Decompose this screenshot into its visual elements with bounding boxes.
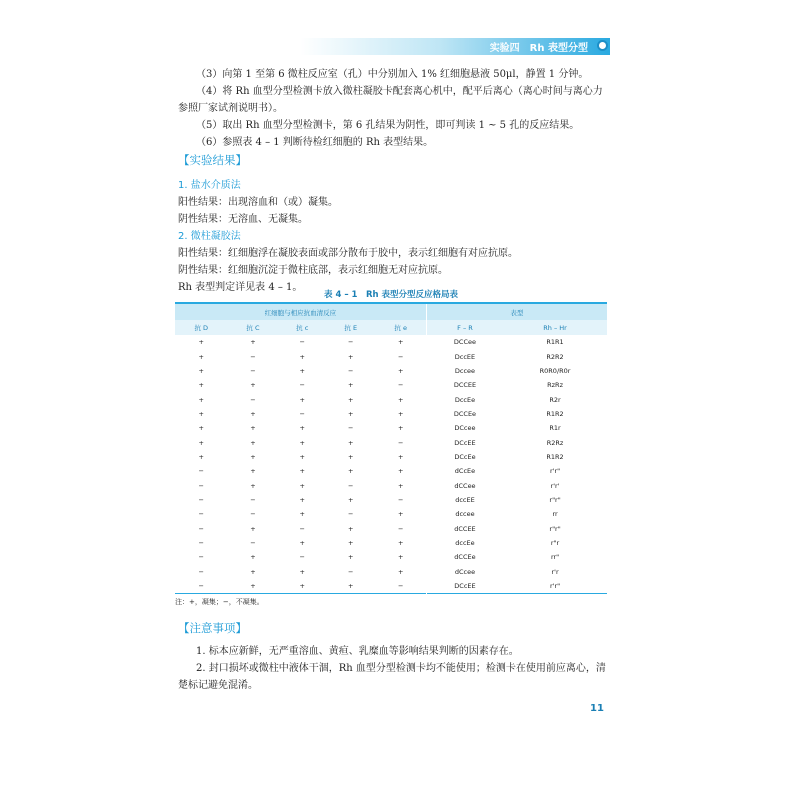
table-cell: r"r" <box>503 521 607 535</box>
circle-bullet-icon <box>597 40 608 51</box>
table-reference: Rh 表型判定详见表 4 – 1。 <box>178 282 303 293</box>
table-cell: + <box>376 536 427 550</box>
table-cell: + <box>278 450 326 464</box>
table-cell: r'r" <box>503 464 607 478</box>
results-heading: 【实验结果】 <box>178 153 247 167</box>
table-cell: r"r" <box>503 493 607 507</box>
table-cell: + <box>376 478 427 492</box>
table-cell: dCCee <box>426 478 503 492</box>
table-cell: − <box>376 579 427 594</box>
table-cell: + <box>376 450 427 464</box>
table-cell: − <box>326 478 375 492</box>
precaution-1: 1. 标本应新鲜，无严重溶血、黄疸、乳糜血等影响结果判断的因素存在。 <box>196 646 519 657</box>
table-cell: − <box>227 493 278 507</box>
table-cell: − <box>278 335 326 349</box>
table-cell: + <box>278 565 326 579</box>
table-row <box>175 392 607 406</box>
table-cell: − <box>175 478 227 492</box>
table-cell: + <box>376 364 427 378</box>
table-cell: + <box>278 464 326 478</box>
table-cell: − <box>227 349 278 363</box>
reaction-table <box>175 302 607 594</box>
table-cell: RzRz <box>503 378 607 392</box>
column-header: 抗 D <box>175 320 227 335</box>
method1-negative: 阴性结果：无溶血、无凝集。 <box>178 214 308 225</box>
table-cell: r"r <box>503 536 607 550</box>
table-cell: + <box>376 421 427 435</box>
table-cell: + <box>278 507 326 521</box>
table-cell: R1R2 <box>503 407 607 421</box>
table-cell: DccEE <box>426 349 503 363</box>
table-cell: + <box>376 335 427 349</box>
table-row <box>175 450 607 464</box>
table-cell: + <box>326 521 375 535</box>
table-row <box>175 335 607 349</box>
table-cell: + <box>278 392 326 406</box>
table-cell: r'r <box>503 565 607 579</box>
table-caption: 表 4 – 1 Rh 表型分型反应格局表 <box>323 290 458 300</box>
table-cell: + <box>278 493 326 507</box>
precaution-2: 2. 封口损坏或微柱中液体干涸，Rh 血型分型检测卡均不能使用；检测卡在使用前应离心，清楚标记避免混淆。 <box>178 663 606 691</box>
table-cell: R1R1 <box>503 335 607 349</box>
table-cell: R2r <box>503 392 607 406</box>
step-4: （4）将 Rh 血型分型检测卡放入微柱凝胶卡配套离心机中，配平后离心（离心时间与离心力参照厂家试剂说明书）。 <box>178 86 603 114</box>
table-note: 注：+，凝集；−，不凝集。 <box>175 598 264 607</box>
table-cell: + <box>278 435 326 449</box>
table-cell: dccEE <box>426 493 503 507</box>
table-cell: DCCEE <box>426 378 503 392</box>
table-cell: + <box>175 392 227 406</box>
column-header: 抗 c <box>278 320 326 335</box>
results-section <box>178 152 608 296</box>
table-cell: rr" <box>503 550 607 564</box>
table-cell: + <box>326 493 375 507</box>
table-cell: + <box>175 421 227 435</box>
table-cell: + <box>326 378 375 392</box>
table-cell: + <box>227 407 278 421</box>
table-cell: − <box>376 493 427 507</box>
column-header-row <box>175 320 607 335</box>
table-cell: + <box>175 435 227 449</box>
table-cell: r'r" <box>503 579 607 594</box>
method1-title: 1. 盐水介质法 <box>178 180 241 191</box>
table-cell: + <box>376 507 427 521</box>
table-cell: Dccee <box>426 364 503 378</box>
table-row <box>175 464 607 478</box>
table-cell: + <box>326 435 375 449</box>
table-cell: − <box>175 579 227 594</box>
table-cell: − <box>227 507 278 521</box>
table-cell: R1r <box>503 421 607 435</box>
table-row <box>175 478 607 492</box>
table-cell: − <box>326 364 375 378</box>
table-body <box>175 335 607 594</box>
table-cell: + <box>175 335 227 349</box>
table-cell: + <box>326 392 375 406</box>
table-cell: − <box>175 536 227 550</box>
table-row <box>175 521 607 535</box>
table-cell: + <box>175 364 227 378</box>
step-3: （3）向第 1 至第 6 微柱反应室（孔）中分别加入 1% 红细胞悬液 50μl，静置 1 分钟。 <box>196 69 589 80</box>
table-cell: − <box>175 507 227 521</box>
column-header: 抗 e <box>376 320 427 335</box>
table-row <box>175 550 607 564</box>
table-cell: + <box>227 421 278 435</box>
column-header: 抗 E <box>326 320 375 335</box>
table-row <box>175 579 607 594</box>
table-cell: − <box>376 435 427 449</box>
table-cell: rr <box>503 507 607 521</box>
table-cell: − <box>326 421 375 435</box>
table-cell: − <box>278 521 326 535</box>
table-cell: − <box>278 407 326 421</box>
table-cell: + <box>227 464 278 478</box>
table-row <box>175 507 607 521</box>
table-cell: + <box>326 579 375 594</box>
table-cell: + <box>227 478 278 492</box>
rh-phenotype-table <box>175 288 607 607</box>
table-cell: DCCEe <box>426 407 503 421</box>
step-5: （5）取出 Rh 血型分型检测卡，第 6 孔结果为阴性，即可判读 1 ~ 5 孔的反应结果。 <box>196 120 580 131</box>
table-cell: + <box>326 536 375 550</box>
table-cell: + <box>376 550 427 564</box>
table-cell: − <box>175 464 227 478</box>
group-header-reactions: 红细胞与相应抗血清反应 <box>175 303 426 320</box>
table-cell: + <box>278 349 326 363</box>
table-cell: − <box>278 378 326 392</box>
method2-title: 2. 微柱凝胶法 <box>178 231 241 242</box>
table-row <box>175 435 607 449</box>
table-cell: + <box>278 364 326 378</box>
table-cell: + <box>227 450 278 464</box>
table-cell: dCcee <box>426 565 503 579</box>
table-cell: + <box>376 392 427 406</box>
page-number: 11 <box>590 703 604 714</box>
table-cell: + <box>175 349 227 363</box>
table-cell: + <box>326 450 375 464</box>
table-cell: + <box>278 536 326 550</box>
table-cell: R0R0/R0r <box>503 364 607 378</box>
table-cell: + <box>227 579 278 594</box>
table-cell: R2R2 <box>503 349 607 363</box>
precautions-heading: 【注意事项】 <box>178 621 247 635</box>
table-row <box>175 493 607 507</box>
table-cell: − <box>376 521 427 535</box>
table-cell: − <box>175 565 227 579</box>
table-cell: + <box>227 435 278 449</box>
table-cell: dccEe <box>426 536 503 550</box>
step-6: （6）参照表 4 – 1 判断待检红细胞的 Rh 表型结果。 <box>196 137 434 148</box>
table-row <box>175 407 607 421</box>
table-cell: + <box>175 450 227 464</box>
table-cell: − <box>326 507 375 521</box>
table-cell: + <box>376 464 427 478</box>
table-cell: dccee <box>426 507 503 521</box>
table-cell: DCcEE <box>426 579 503 594</box>
table-row <box>175 565 607 579</box>
table-cell: + <box>227 521 278 535</box>
table-row <box>175 378 607 392</box>
table-cell: + <box>227 565 278 579</box>
table-cell: − <box>227 392 278 406</box>
table-cell: + <box>227 378 278 392</box>
table-cell: + <box>175 407 227 421</box>
table-cell: dCCEe <box>426 550 503 564</box>
table-cell: dCCEE <box>426 521 503 535</box>
table-cell: + <box>326 550 375 564</box>
table-cell: − <box>175 550 227 564</box>
table-cell: + <box>376 565 427 579</box>
table-cell: DCcee <box>426 421 503 435</box>
column-header: F – R <box>426 320 503 335</box>
table-cell: − <box>326 565 375 579</box>
table-cell: R1R2 <box>503 450 607 464</box>
table-cell: + <box>175 378 227 392</box>
table-cell: − <box>227 536 278 550</box>
table-cell: − <box>278 550 326 564</box>
method1-positive: 阳性结果：出现溶血和（或）凝集。 <box>178 197 338 208</box>
procedure-steps <box>178 66 608 151</box>
column-header: 抗 C <box>227 320 278 335</box>
table-row <box>175 421 607 435</box>
table-cell: + <box>227 550 278 564</box>
table-cell: DccEe <box>426 392 503 406</box>
table-cell: + <box>278 478 326 492</box>
table-cell: − <box>175 521 227 535</box>
table-row <box>175 364 607 378</box>
chapter-title: 实验四 Rh 表型分型 <box>489 43 588 54</box>
table-cell: DCcEe <box>426 450 503 464</box>
table-cell: DCCee <box>426 335 503 349</box>
table-cell: R2Rz <box>503 435 607 449</box>
table-cell: r'r' <box>503 478 607 492</box>
table-cell: + <box>278 579 326 594</box>
table-row <box>175 349 607 363</box>
table-cell: − <box>326 335 375 349</box>
table-cell: dCcEe <box>426 464 503 478</box>
table-cell: + <box>326 407 375 421</box>
table-cell: − <box>175 493 227 507</box>
table-cell: + <box>278 421 326 435</box>
precautions-section <box>178 620 608 694</box>
table-row <box>175 536 607 550</box>
column-header: Rh – Hr <box>503 320 607 335</box>
table-cell: + <box>376 407 427 421</box>
method2-positive: 阳性结果：红细胞浮在凝胶表面或部分散布于胶中，表示红细胞有对应抗原。 <box>178 248 518 259</box>
table-cell: + <box>227 335 278 349</box>
table-cell: − <box>227 364 278 378</box>
table-cell: DCcEE <box>426 435 503 449</box>
method2-negative: 阴性结果：红细胞沉淀于微柱底部，表示红细胞无对应抗原。 <box>178 265 448 276</box>
table-cell: − <box>376 349 427 363</box>
group-header-phenotype: 表型 <box>426 303 607 320</box>
chapter-header <box>300 38 610 55</box>
table-cell: + <box>326 349 375 363</box>
table-cell: + <box>326 464 375 478</box>
table-cell: − <box>376 378 427 392</box>
